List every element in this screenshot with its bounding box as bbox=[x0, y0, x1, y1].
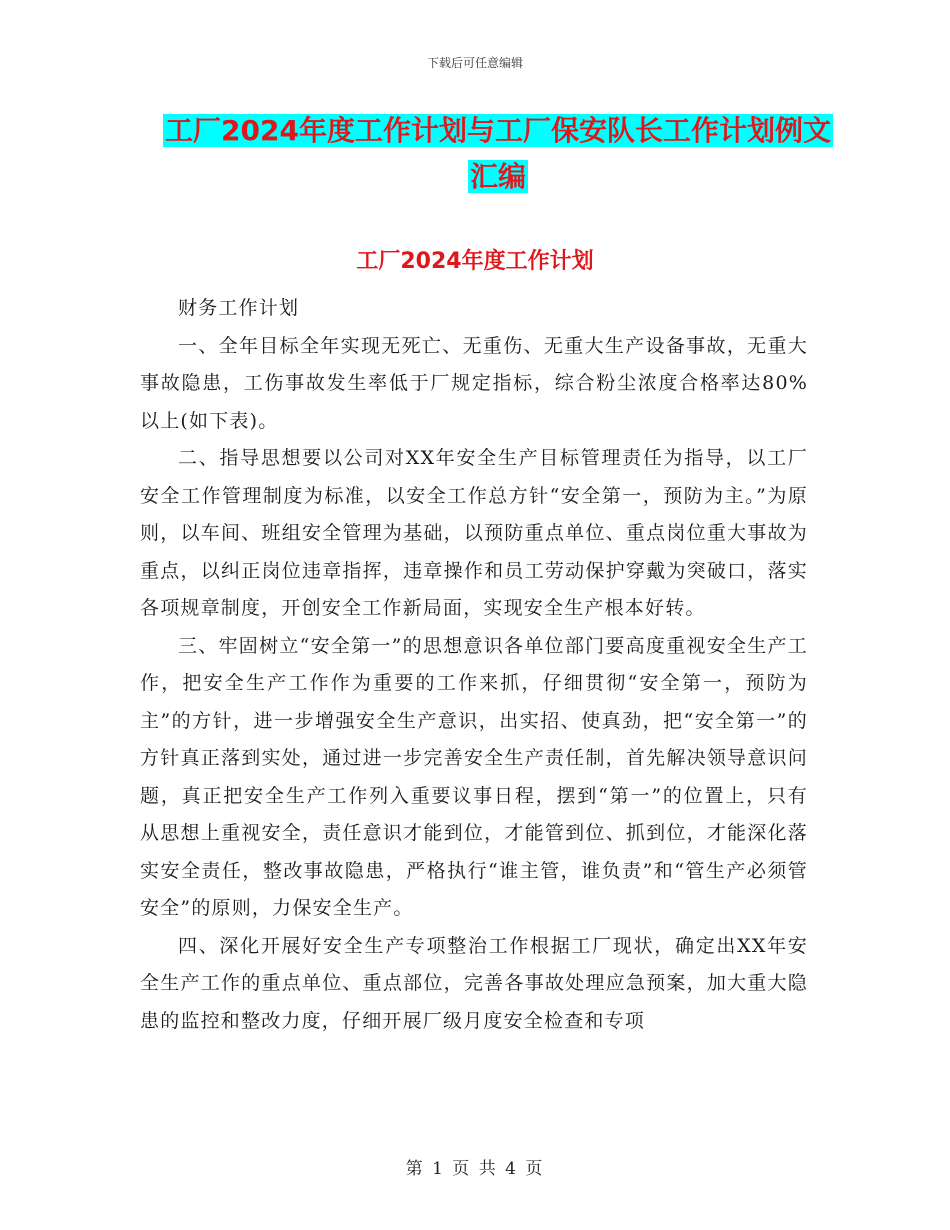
paragraph-4: 四、深化开展好安全生产专项整治工作根据工厂现状，确定出XX年安全生产工作的重点单位、重点部位，完善各事故处理应急预案，加大重大隐患的监控和整改力度，仔细开展厂级月度安全检查和专项 bbox=[140, 934, 808, 1032]
paragraph-1: 一、全年目标全年实现无死亡、无重伤、无重大生产设备事故，无重大事故隐患，工伤事故发生率低于厂规定指标，综合粉尘浓度合格率达80%以上(如下表)。 bbox=[140, 334, 808, 432]
paragraph-heading: 财务工作计划 bbox=[178, 297, 300, 319]
header-note: 下载后可任意编辑 bbox=[426, 56, 523, 70]
paragraph-3: 三、牢固树立“安全第一”的思想意识各单位部门要高度重视安全生产工作，把安全生产工作作为重要的工作来抓，仔细贯彻“安全第一，预防为主”的方针，进一步增强安全生产意识，出实招、使真劲，把“安全第一”的方针真正落到实处，通过进一步完善安全生产责任制，首先解决领导意识问题，真正把安全生产工作列入重要议事日程，摆到“第一”的位置上，只有从思想上重视安全，责任意识才能到位，才能管到位、抓到位，才能深化落实安全责任，整改事故隐患，严格执行“谁主管，谁负责”和“管生产必须管安全”的原则，力保安全生产。 bbox=[140, 634, 808, 919]
section-title: 工厂2024年度工作计划 bbox=[356, 249, 594, 274]
title-line-2: 汇编 bbox=[469, 160, 526, 193]
title-line-1: 工厂2024年度工作计划与工厂保安队长工作计划例文 bbox=[165, 114, 831, 147]
paragraph-2: 二、指导思想要以公司对XX年安全生产目标管理责任为指导，以工厂安全工作管理制度为标准，以安全工作总方针“安全第一，预防为主。”为原则，以车间、班组安全管理为基础，以预防重点单位、重点岗位重大事故为重点，以纠正岗位违章指挥，违章操作和员工劳动保护穿戴为突破口，落实各项规章制度，开创安全工作新局面，实现安全生产根本好转。 bbox=[140, 447, 808, 619]
document-body bbox=[140, 290, 808, 1040]
document-title bbox=[140, 108, 856, 200]
page-footer: 第 1 页 共 4 页 bbox=[405, 1159, 545, 1179]
